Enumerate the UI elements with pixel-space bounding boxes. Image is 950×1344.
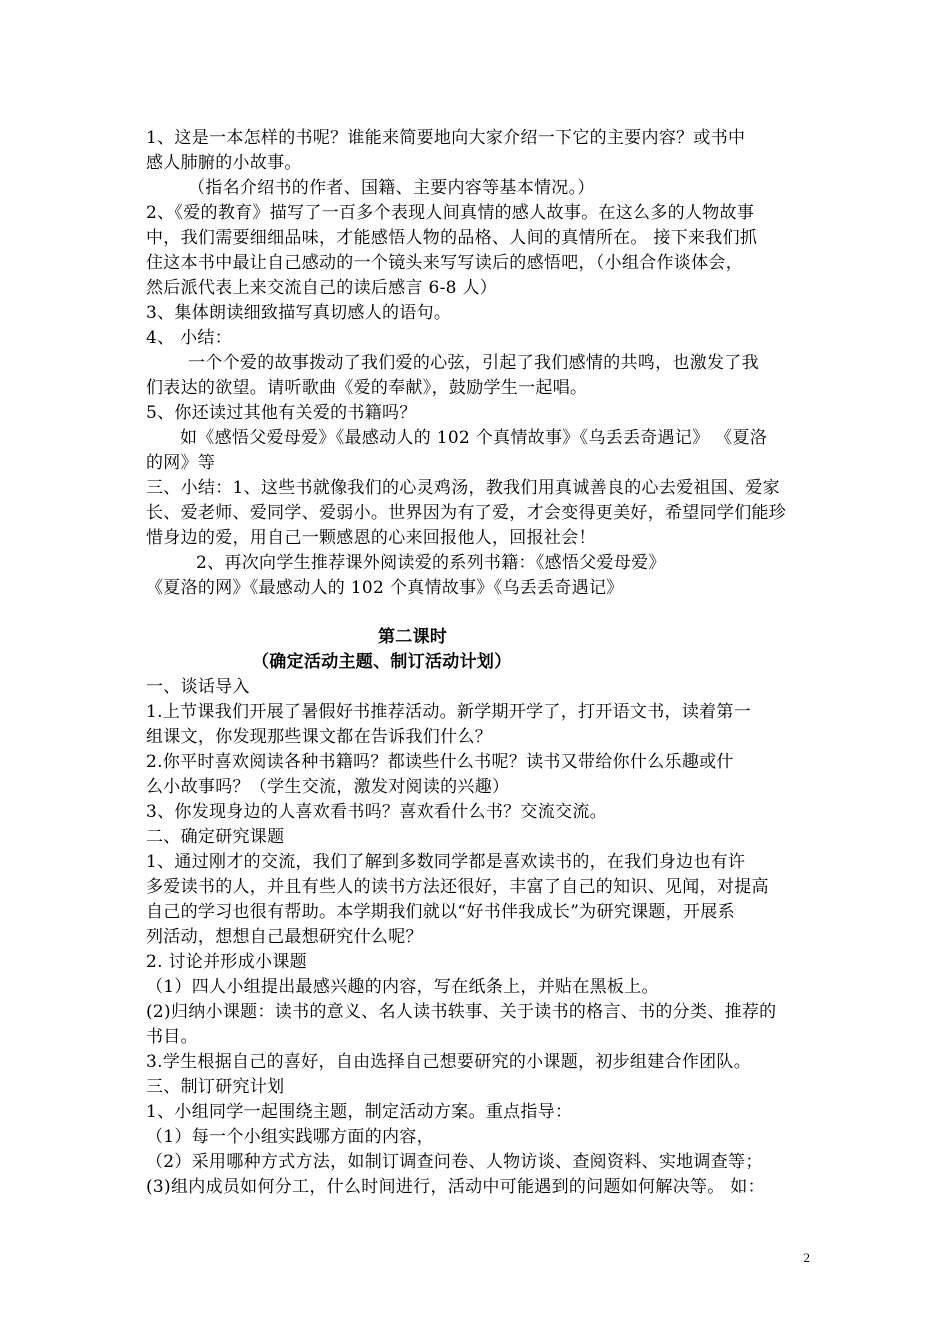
- text-line: 住这本书中最让自己感动的一个镜头来写写读后的感悟吧，（小组合作谈体会，: [146, 253, 743, 273]
- text-line: 1、小组同学一起围绕主题，制定活动方案。重点指导：: [146, 1102, 573, 1122]
- text-line: 一个个爱的故事拨动了我们爱的心弦，引起了我们感情的共鸣，也激发了我: [188, 353, 759, 373]
- text-line: 1、这是一本怎样的书呢？谁能来简要地向大家介绍一下它的主要内容？或书中: [146, 128, 746, 148]
- text-line: 么小故事吗？（学生交流，激发对阅读的兴趣）: [146, 777, 510, 797]
- text-line: 1.上节课我们开展了暑假好书推荐活动。新学期开学了，打开语文书，读着第一: [146, 702, 752, 722]
- heading: 三、制订研究计划: [146, 1077, 285, 1097]
- text-line: 列活动，想想自己最想研究什么呢？: [146, 927, 423, 947]
- text-line: 组课文，你发现那些课文都在告诉我们什么？: [146, 727, 492, 747]
- text-line: 3.学生根据自己的喜好，自由选择自己想要研究的小课题，初步组建合作团队。: [146, 1052, 752, 1072]
- page-number: 2: [803, 1250, 810, 1265]
- text-line: 们表达的欲望。请听歌曲《爱的奉献》，鼓励学生一起唱。: [146, 378, 588, 398]
- text-line: 中，我们需要细细品味，才能感悟人物的品格、人间的真情所在。 接下来我们抓: [146, 228, 758, 248]
- text-line: 2. 讨论并形成小课题: [146, 952, 307, 972]
- heading: 一、谈话导入: [146, 677, 250, 697]
- text-line: 4、 小结：: [146, 328, 233, 348]
- text-line: 2、《爱的教育》描写了一百多个表现人间真情的感人故事。在这么多的人物故事: [146, 203, 755, 223]
- text-line: 三、小结：1、这些书就像我们的心灵鸡汤，教我们用真诚善良的心去爱祖国、爱家: [146, 478, 780, 498]
- text-line: 2、再次向学生推荐课外阅读爱的系列书籍：《感悟父爱母爱》: [196, 553, 666, 573]
- text-line: 如《感悟父爱母爱》《最感动人的 102 个真情故事》《乌丢丢奇遇记》 《夏洛: [180, 428, 768, 448]
- text-line: 多爱读书的人，并且有些人的读书方法还很好，丰富了自己的知识、见闻，对提高: [146, 877, 769, 897]
- section-subtitle: （确定活动主题、制订活动计划）: [252, 652, 512, 672]
- text-line: （指名介绍书的作者、国籍、主要内容等基本情况。）: [188, 178, 595, 198]
- text-line: 长、爱老师、爱同学、爱弱小。世界因为有了爱，才会变得更美好，希望同学们能珍: [146, 503, 787, 523]
- text-line: （2）采用哪种方式方法，如制订调查问卷、人物访谈、查阅资料、实地调查等；: [146, 1152, 763, 1172]
- section-title: 第二课时: [378, 627, 448, 647]
- text-line: 《夏洛的网》《最感动人的 102 个真情故事》《乌丢丢奇遇记》: [146, 578, 624, 598]
- text-line: 的网》等: [146, 453, 216, 473]
- text-line: 自己的学习也很有帮助。本学期我们就以“好书伴我成长”为研究课题，开展系: [146, 902, 735, 922]
- text-line: (2)归纳小课题：读书的意义、名人读书轶事、关于读书的格言、书的分类、推荐的: [146, 1002, 777, 1022]
- text-line: 3、你发现身边的人喜欢看书吗？喜欢看什么书？交流交流。: [146, 802, 607, 822]
- text-line: （1）四人小组提出最感兴趣的内容，写在纸条上，并贴在黑板上。: [146, 977, 659, 997]
- text-line: 然后派代表上来交流自己的读后感言 6-8 人）: [146, 278, 498, 298]
- text-line: 感人肺腑的小故事。: [146, 153, 302, 173]
- text-line: 书目。: [146, 1027, 198, 1047]
- text-line: 惜身边的爱，用自己一颗感恩的心来回报他人，回报社会！: [146, 528, 596, 548]
- text-line: (3)组内成员如何分工，什么时间进行，活动中可能遇到的问题如何解决等。 如：: [146, 1177, 765, 1197]
- text-line: 2.你平时喜欢阅读各种书籍吗？都读些什么书呢？读书又带给你什么乐趣或什: [146, 752, 734, 772]
- text-line: 1、通过刚才的交流，我们了解到多数同学都是喜欢读书的，在我们身边也有许: [146, 852, 746, 872]
- text-line: 5、你还读过其他有关爱的书籍吗？: [146, 403, 417, 423]
- text-line: 3、集体朗读细致描写真切感人的语句。: [146, 303, 452, 323]
- heading: 二、确定研究课题: [146, 827, 285, 847]
- text-line: （1）每一个小组实践哪方面的内容，: [146, 1127, 434, 1147]
